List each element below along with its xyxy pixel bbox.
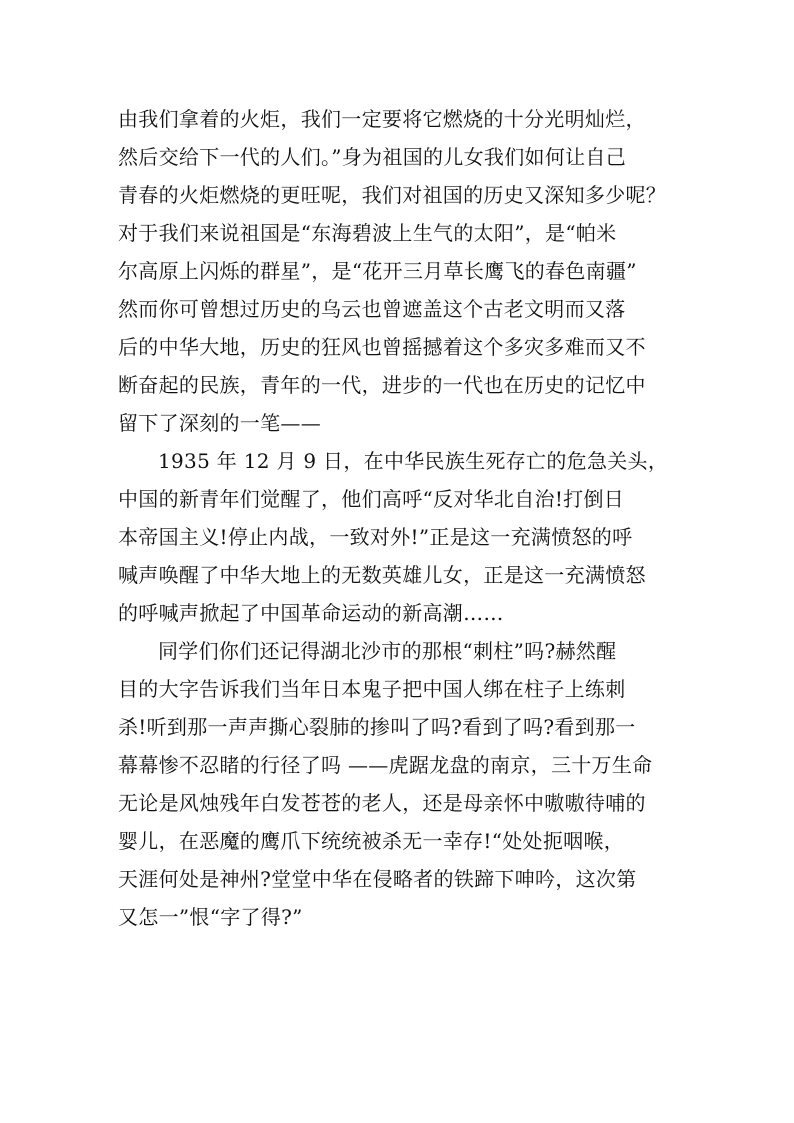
text-line: 目的大字告诉我们当年日本鬼子把中国人绑在柱子上练刺 [118, 677, 626, 701]
text-line: 又怎一”恨“字了得?” [118, 905, 303, 929]
paragraph-start-line: 1935 年 12 月 9 日，在中华民族生死存亡的危急关头， [158, 449, 669, 473]
text-line: 青春的火炬燃烧的更旺呢，我们对祖国的历史又深知多少呢？ [118, 183, 667, 207]
text-line: 喊声唤醒了中华大地上的无数英雄儿女，正是这一充满愤怒 [118, 563, 646, 587]
text-line: 尔高原上闪烁的群星”，是“花开三月草长鹰飞的春色南疆” [118, 259, 637, 283]
text-line: 婴儿，在恶魔的鹰爪下统统被杀无一幸存!“处处扼咽喉， [118, 829, 625, 853]
text-line: 然而你可曾想过历史的乌云也曾遮盖这个古老文明而又落 [118, 297, 626, 321]
text-line: 由我们拿着的火炬，我们一定要将它燃烧的十分光明灿烂， [118, 107, 646, 131]
text-line: 后的中华大地，历史的狂风也曾摇撼着这个多灾多难而又不 [118, 335, 646, 359]
text-line: 然后交给下一代的人们。”身为祖国的儿女我们如何让自己 [118, 145, 627, 169]
text-line: 本帝国主义!停止内战，一致对外!”正是这一充满愤怒的呼 [118, 525, 633, 549]
text-line: 的呼喊声掀起了中国革命运动的新高潮…… [118, 601, 504, 625]
text-line: 留下了深刻的一笔—— [118, 411, 321, 435]
paragraph-start-line: 同学们你们还记得湖北沙市的那根“刺柱”吗?赫然醒 [158, 639, 617, 663]
text-line: 断奋起的民族，青年的一代，进步的一代也在历史的记忆中 [118, 373, 646, 397]
text-line: 天涯何处是神州?堂堂中华在侵略者的铁蹄下呻吟，这次第 [118, 867, 637, 891]
text-line: 杀!听到那一声声撕心裂肺的掺叫了吗?看到了吗?看到那一 [118, 715, 636, 739]
text-line: 中国的新青年们觉醒了，他们高呼“反对华北自治!打倒日 [118, 487, 625, 511]
text-line: 对于我们来说祖国是“东海碧波上生气的太阳”，是“帕米 [118, 221, 617, 245]
body-text [118, 100, 708, 936]
text-line: 无论是风烛残年白发苍苍的老人，还是母亲怀中嗷嗷待哺的 [118, 791, 646, 815]
text-line: 幕幕惨不忍睹的行径了吗 ——虎踞龙盘的南京，三十万生命 [118, 753, 653, 777]
